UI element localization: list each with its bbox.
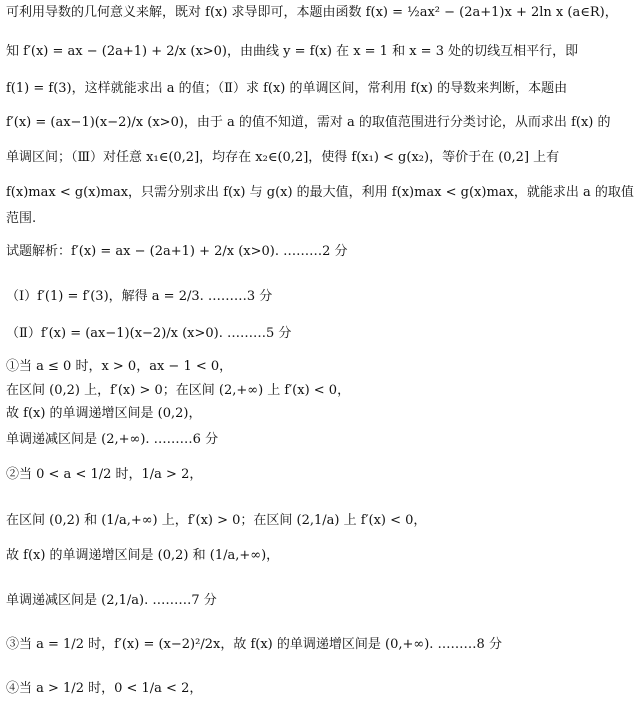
text-line: f′(x) = (ax−1)(x−2)/x (x>0)，由于 a 的值不知道，需对 a 的取值范围进行分类讨论，从而求出 f(x) 的 [6,115,611,130]
text-line: 可利用导数的几何意义来解，既对 f(x) 求导即可，本题由函数 f(x) = ½ax² − (2a+1)x + 2ln x (a∈R)， [6,5,618,20]
text-line: 故 f(x) 的单调递增区间是 (0,2)， [6,406,202,421]
text-line: ②当 0 < a < 1/2 时，1/a > 2， [6,467,203,482]
text-line: 单调递减区间是 (2,+∞). ………6 分 [6,432,219,447]
text-line: 单调递减区间是 (2,1/a). ………7 分 [6,593,217,608]
text-line: ③当 a = 1/2 时，f′(x) = (x−2)²/2x，故 f(x) 的单调递增区间是 (0,+∞). ………8 分 [6,637,502,652]
text-line: 在区间 (0,2) 和 (1/a,+∞) 上，f′(x) > 0；在区间 (2,1/a) 上 f′(x) < 0， [6,513,427,528]
text-line: （Ⅱ）f′(x) = (ax−1)(x−2)/x (x>0). ………5 分 [6,326,292,341]
text-line: 试题解析：f′(x) = ax − (2a+1) + 2/x (x>0). ………2 分 [6,244,348,259]
text-line: 故 f(x) 的单调递增区间是 (0,2) 和 (1/a,+∞)， [6,548,280,563]
text-line: ①当 a ≤ 0 时，x > 0，ax − 1 < 0， [6,359,233,374]
text-line: ④当 a > 1/2 时，0 < 1/a < 2， [6,681,203,696]
text-line: （Ⅰ）f′(1) = f′(3)，解得 a = 2/3. ………3 分 [6,289,273,304]
text-line: f(x)max < g(x)max，只需分别求出 f(x) 与 g(x) 的最大值，利用 f(x)max < g(x)max，就能求出 a 的取值 [6,185,634,200]
text-line: f(1) = f(3)，这样就能求出 a 的值；（Ⅱ）求 f(x) 的单调区间，常利用 f(x) 的导数来判断，本题由 [6,81,568,96]
text-line: 知 f′(x) = ax − (2a+1) + 2/x (x>0)，由曲线 y = f(x) 在 x = 1 和 x = 3 处的切线互相平行，即 [6,44,579,59]
text-line: 在区间 (0,2) 上，f′(x) > 0；在区间 (2,+∞) 上 f′(x) < 0， [6,383,351,398]
text-line: 单调区间；（Ⅲ）对任意 x₁∈(0,2]，均存在 x₂∈(0,2]，使得 f(x₁) < g(x₂)，等价于在 (0,2] 上有 [6,150,560,165]
text-line: 范围. [6,211,37,226]
